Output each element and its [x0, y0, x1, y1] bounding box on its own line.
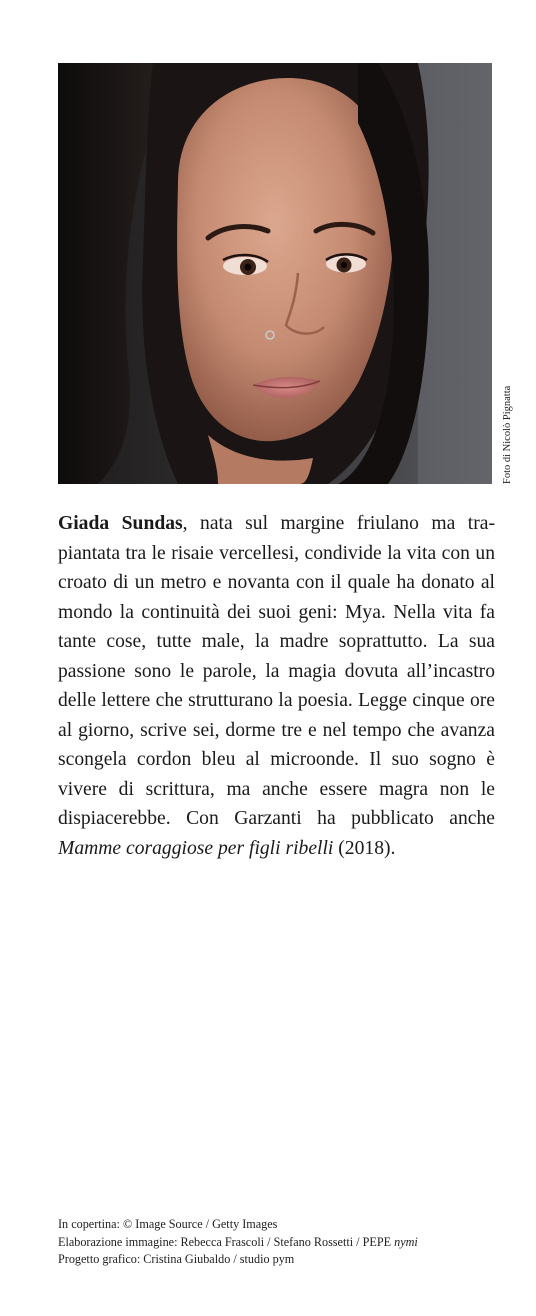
author-photo [58, 63, 492, 484]
colophon [58, 1216, 498, 1269]
design-credit: Progetto grafico: Cristina Giubaldo / studio pym [58, 1252, 295, 1267]
image-processing-italic: nymi [394, 1234, 418, 1249]
image-processing-credit [58, 1234, 498, 1252]
photo-credit: Foto di Nicolò Pignatta [502, 385, 513, 484]
cover-credit: In copertina: © Image Source / Getty Images [58, 1217, 278, 1231]
book-title: Mamme coraggiose per figli ribelli [58, 837, 334, 859]
image-processing-text: Elaborazione immagine: Rebecca Frascoli / Stefano Rossetti / PEPE [58, 1234, 395, 1249]
author-portrait-image [58, 63, 492, 484]
bio-text-1: , nata sul margine friulano ma trapiantata tra le risaie vercellesi, condivide la vita con un croato di un metro e novanta con il quale ha donato al mondo la continuità dei suoi geni: Mya. Nella vita fa tante cose, tutte male, la madre soprattutto. La sua passione sono le parole, la magia dovuta all’incastro delle lettere che strutturano la poesia. Legge cinque ore al giorno, scrive sei, dorme tre e nel tempo che avanza scongela cordon bleu al microonde. Il suo sogno è vivere di scrittura, ma anche essere magra non le dispiacerebbe. Con Garzanti ha pubblicato anche [58, 513, 495, 829]
author-bio [58, 509, 495, 863]
author-name: Giada Sundas [58, 513, 183, 534]
bio-text-2: (2018). [333, 837, 396, 859]
